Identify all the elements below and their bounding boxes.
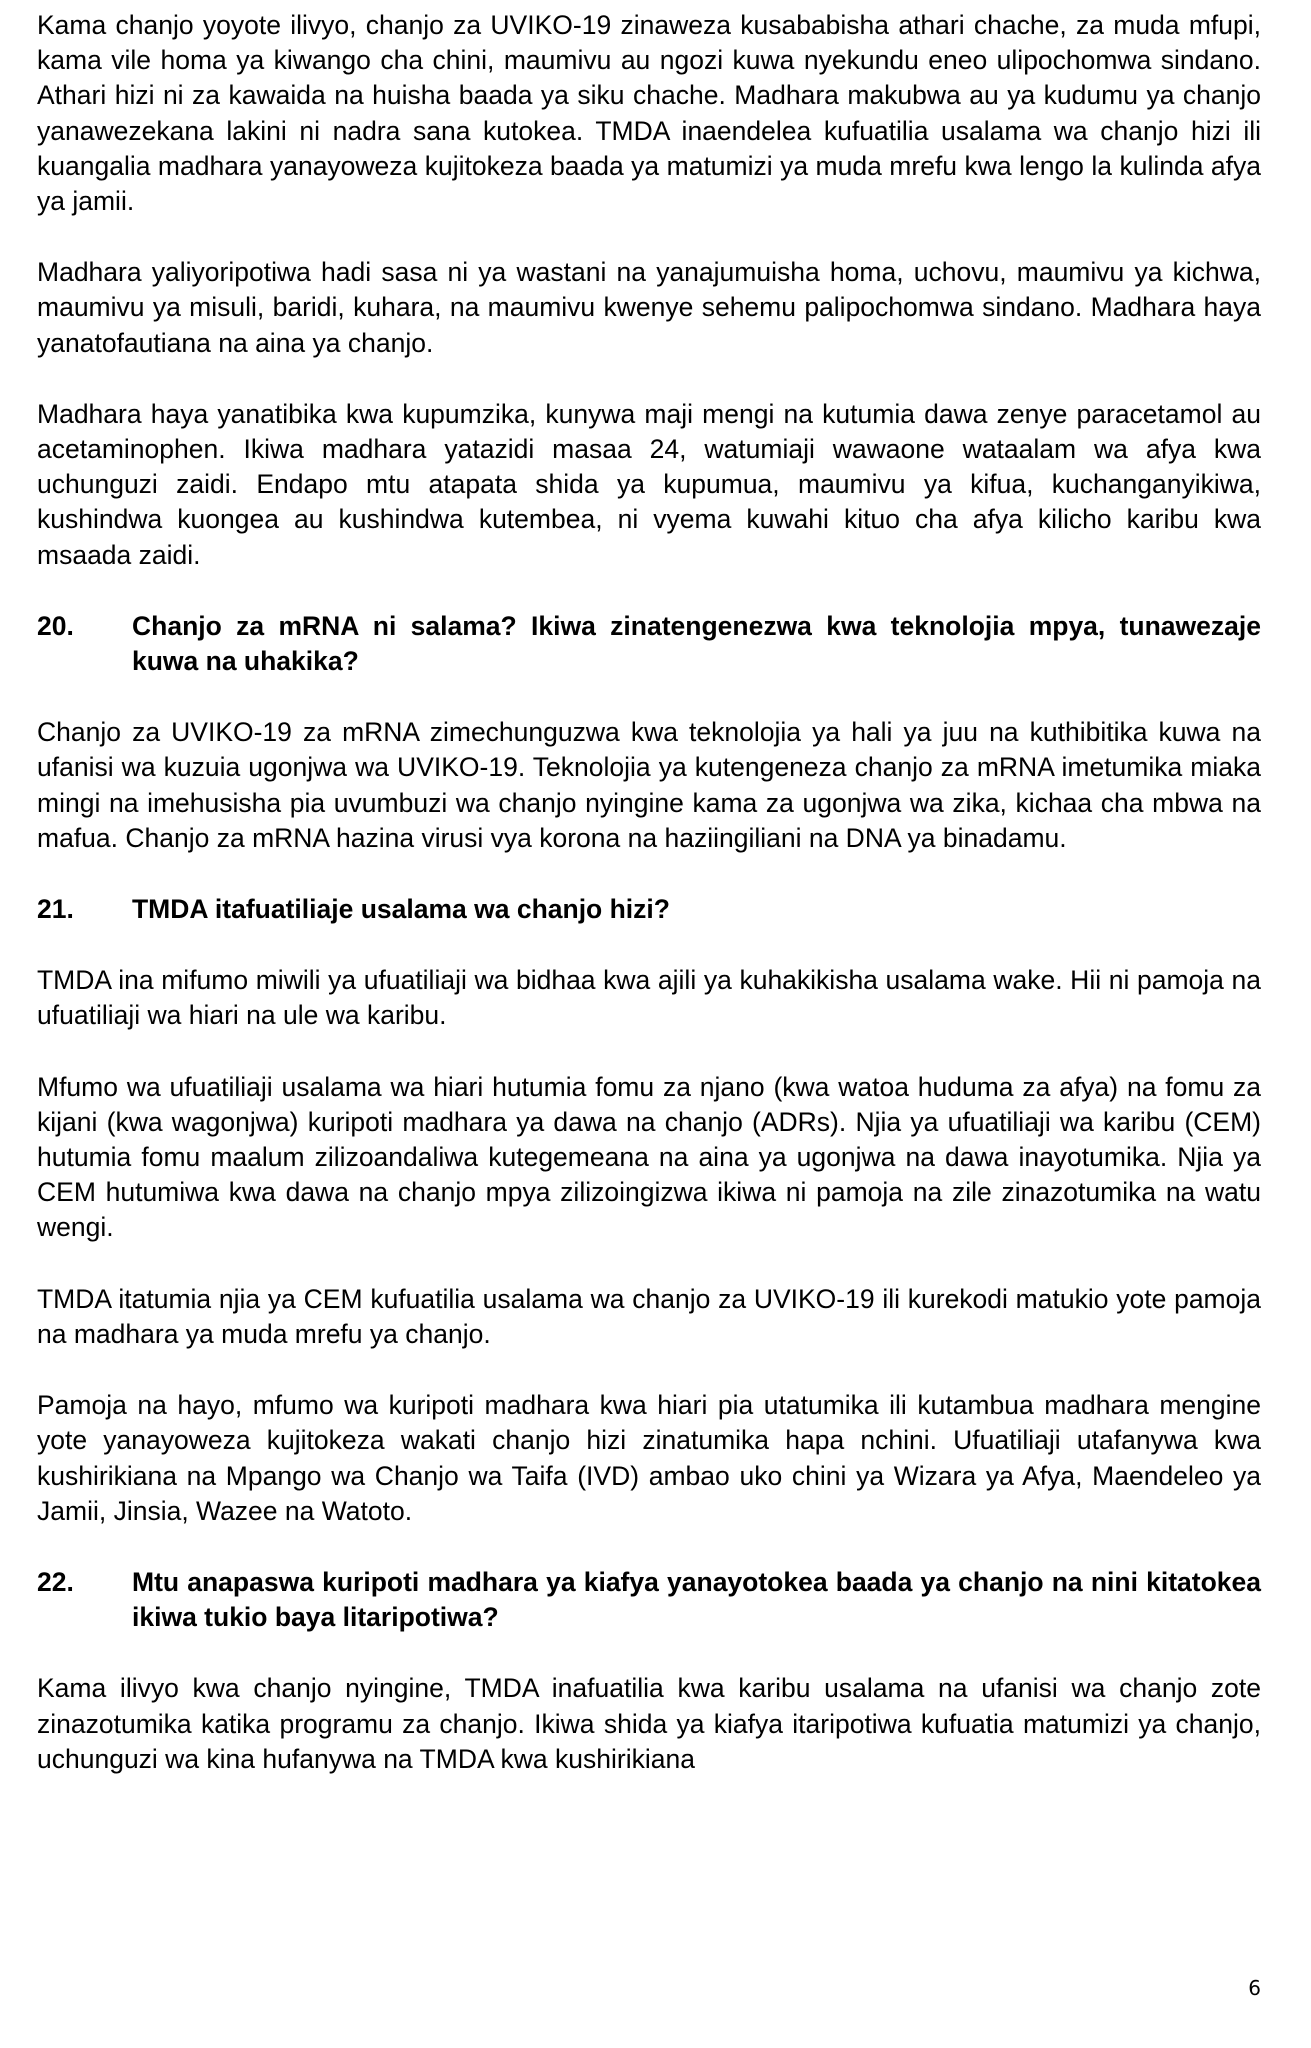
question-text: Mtu anapaswa kuripoti madhara ya kiafya yanayotokea baada ya chanjo na nini kitatokea ikiwa tukio baya litaripotiwa? (132, 1566, 1261, 1633)
paragraph-adverse-event-followup: Kama ilivyo kwa chanjo nyingine, TMDA inafuatilia kwa karibu usalama na ufanisi wa chanjo zote zinazotumika katika programu za chanjo. Ikiwa shida ya kiafya itaripotiwa kufuatia matumizi ya chanjo, uchunguzi wa kina hufanywa na TMDA kwa kushirikiana (37, 1673, 1261, 1774)
question-20-heading (37, 609, 1261, 679)
paragraph-reported-effects: Madhara yaliyoripotiwa hadi sasa ni ya wastani na yanajumuisha homa, uchovu, maumivu ya kichwa, maumivu ya misuli, baridi, kuhara, na maumivu kwenye sehemu palipochomwa sindano. Madhara haya yanatofautiana na aina ya chanjo. (37, 257, 1261, 358)
question-number: 22. (37, 1566, 74, 1597)
question-number: 21. (37, 894, 74, 925)
page-number: 6 (1248, 1976, 1261, 2000)
paragraph-national-collaboration: Pamoja na hayo, mfumo wa kuripoti madhara kwa hiari pia utatumika ili kutambua madhara mengine yote yanayoweza kujitokeza wakati chanjo hizi zinatumika hapa nchini. Ufuatiliaji utafanywa kwa kushirikiana na Mpango wa Chanjo wa Taifa (IVD) ambao uko chini ya Wizara ya Afya, Maendeleo ya Jamii, Jinsia, Wazee na Watoto. (37, 1390, 1261, 1526)
paragraph-treatment-advice: Madhara haya yanatibika kwa kupumzika, kunywa maji mengi na kutumia dawa zenye paracetamol au acetaminophen. Ikiwa madhara yatazidi masaa 24, watumiaji wawaone wataalam wa afya kwa uchunguzi zaidi. Endapo mtu atapata shida ya kupumua, maumivu ya kifua, kuchanganyikiwa, kushindwa kuongea au kushindwa kutembea, ni vyema kuwahi kituo cha afya kilicho karibu kwa msaada zaidi. (37, 398, 1261, 570)
paragraph-mrna-safety: Chanjo za UVIKO-19 za mRNA zimechunguzwa kwa teknolojia ya hali ya juu na kuthibitika kuwa na ufanisi wa kuzuia ugonjwa wa UVIKO-19. Teknolojia ya kutengeneza chanjo za mRNA imetumika miaka mingi na imehusisha pia uvumbuzi wa chanjo nyingine kama za ugonjwa wa zika, kichaa cha mbwa na mafua. Chanjo za mRNA hazina virusi vya korona na haziingiliani na DNA ya binadamu. (37, 717, 1261, 853)
paragraph-vaccine-side-effects: Kama chanjo yoyote ilivyo, chanjo za UVIKO-19 zinaweza kusababisha athari chache, za muda mfupi, kama vile homa ya kiwango cha chini, maumivu au ngozi kuwa nyekundu eneo ulipochomwa sindano. Athari hizi ni za kawaida na huisha baada ya siku chache. Madhara makubwa au ya kudumu ya chanjo yanawezekana lakini ni nadra sana kutokea. TMDA inaendelea kufuatilia usalama wa chanjo hizi ili kuangalia madhara yanayoweza kujitokeza baada ya matumizi ya muda mrefu kwa lengo la kulinda afya ya jamii. (37, 10, 1261, 217)
document-page (37, 8, 1261, 1777)
question-21-heading (37, 892, 1261, 927)
paragraph-cem-usage: TMDA itatumia njia ya CEM kufuatilia usalama wa chanjo za UVIKO-19 ili kurekodi matukio yote pamoja na madhara ya muda mrefu ya chanjo. (37, 1283, 1261, 1349)
question-22-heading (37, 1565, 1261, 1635)
question-text: TMDA itafuatiliaje usalama wa chanjo hizi? (132, 894, 670, 925)
question-text: Chanjo za mRNA ni salama? Ikiwa zinatengenezwa kwa teknolojia mpya, tunawezaje kuwa na uhakika? (132, 610, 1261, 677)
question-number: 20. (37, 610, 74, 641)
paragraph-voluntary-reporting: Mfumo wa ufuatiliaji usalama wa hiari hutumia fomu za njano (kwa watoa huduma za afya) na fomu za kijani (kwa wagonjwa) kuripoti madhara ya dawa na chanjo (ADRs). Njia ya ufuatiliaji wa karibu (CEM) hutumia fomu maalum zilizoandaliwa kutegemeana na aina ya ugonjwa na dawa inayotumika. Njia ya CEM hutumiwa kwa dawa na chanjo mpya zilizoingizwa ikiwa ni pamoja na zile zinazotumika na watu wengi. (37, 1071, 1261, 1243)
paragraph-monitoring-systems: TMDA ina mifumo miwili ya ufuatiliaji wa bidhaa kwa ajili ya kuhakikisha usalama wake. Hii ni pamoja na ufuatiliaji wa hiari na ule wa karibu. (37, 965, 1261, 1031)
